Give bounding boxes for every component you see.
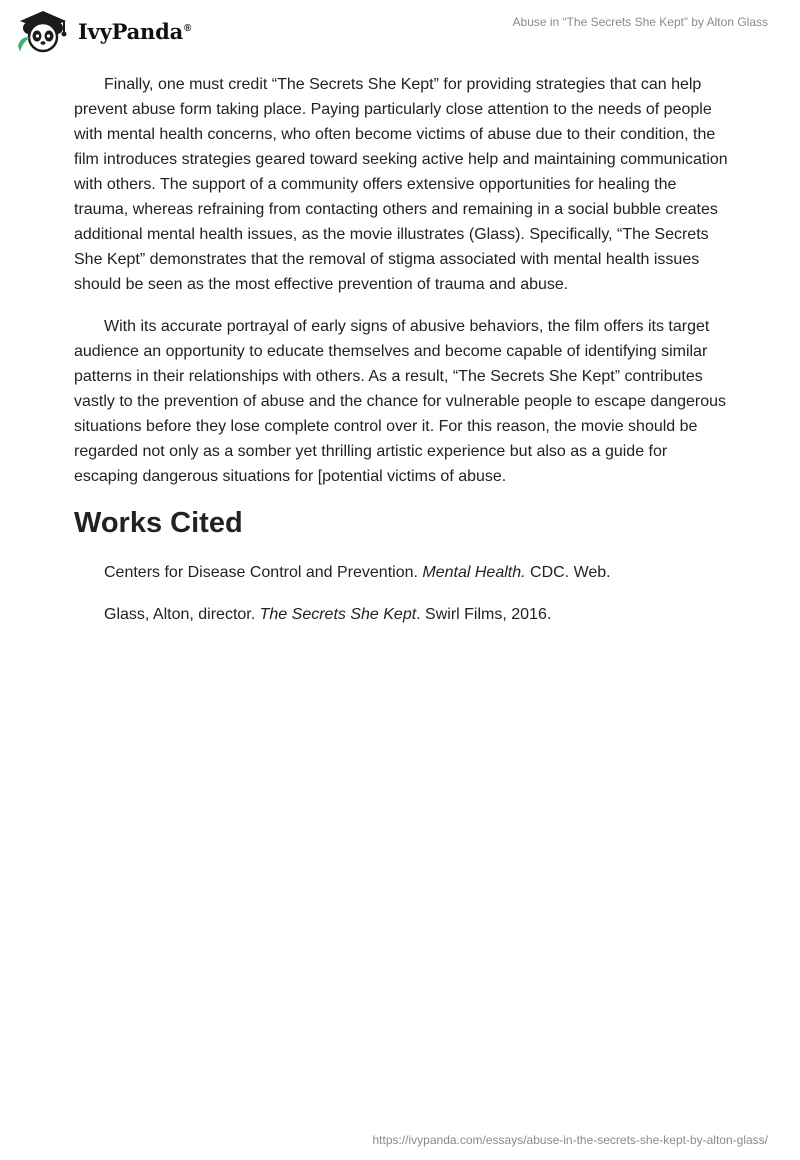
citation-text: CDC. Web.: [525, 564, 611, 581]
citation: [104, 602, 730, 627]
citation-text: Glass, Alton, director.: [104, 606, 260, 623]
paragraph: With its accurate portrayal of early signs of abusive behaviors, the film offers its target audience an opportunity to educate themselves and become capable of identifying similar patterns in their relationships with others. As a result, “The Secrets She Kept” contributes vastly to the prevention of abuse and the chance for vulnerable people to escape dangerous situations before they lose complete control over it. For this reason, the movie should be regarded not only as a somber yet thrilling artistic experience but also as a guide for escaping dangerous situations for [potential victims of abuse.: [74, 318, 727, 485]
works-cited-heading: Works Cited: [74, 507, 243, 539]
logo-text: IvyPanda®: [78, 18, 192, 44]
citation: [104, 560, 730, 585]
citation-text: Centers for Disease Control and Prevention.: [104, 564, 423, 581]
panda-icon: [14, 8, 72, 54]
ivypanda-logo[interactable]: [14, 8, 191, 54]
page-header: [0, 0, 800, 64]
essay-content: [74, 72, 730, 644]
paragraph: Finally, one must credit “The Secrets She Kept” for providing strategies that can help prevent abuse form taking place. Paying particularly close attention to the needs of people with mental health concerns, who often become victims of abuse due to their condition, the film introduces strategies geared toward seeking active help and maintaining communication with others. The support of a community offers extensive opportunities for healing the trauma, whereas refraining from contacting others and remaining in a social bubble creates additional mental health issues, as the movie illustrates (Glass). Specifically, “The Secrets She Kept” demonstrates that the removal of stigma associated with mental health issues should be seen as the most effective prevention of trauma and abuse.: [74, 76, 728, 293]
running-title: Abuse in “The Secrets She Kept” by Alton Glass: [512, 15, 768, 29]
citation-title: Mental Health.: [422, 564, 526, 581]
citation-text: . Swirl Films, 2016.: [416, 606, 552, 623]
source-url[interactable]: https://ivypanda.com/essays/abuse-in-the-secrets-she-kept-by-alton-glass/: [372, 1133, 768, 1147]
citation-title: The Secrets She Kept: [259, 606, 417, 623]
